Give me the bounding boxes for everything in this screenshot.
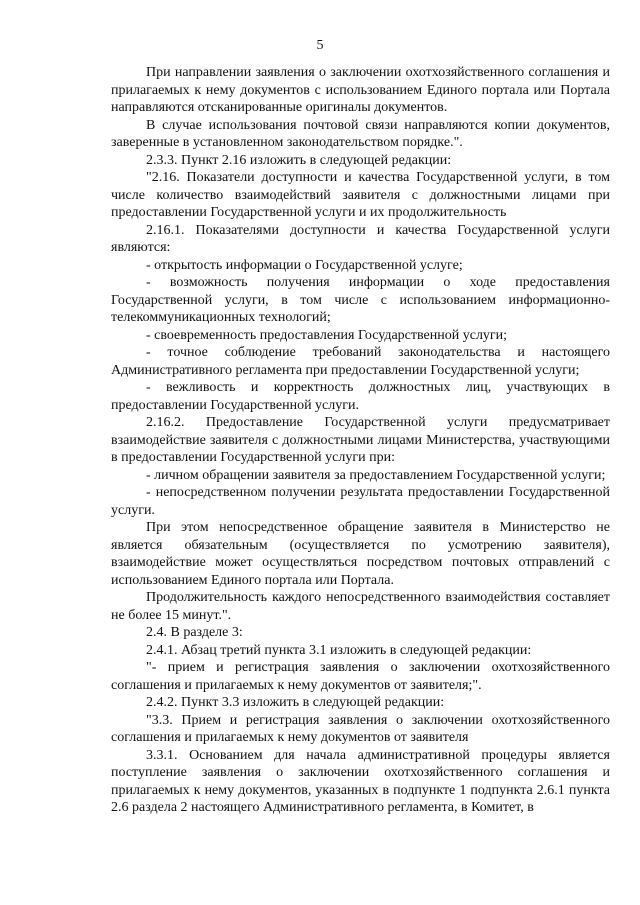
paragraph: 2.4. В разделе 3: bbox=[146, 625, 243, 640]
paragraph: Продолжительность каждого непосредственного взаимодействия составляет не более 15 минут.". bbox=[111, 590, 610, 623]
list-item: - возможность получения информации о ходе предоставления Государственной услуги, в том числе с использованием информационно-телекоммуникационных технологий; bbox=[111, 275, 610, 325]
list-item: - точное соблюдение требований законодательства и настоящего Административного регламента при предоставлении Государственной услуги; bbox=[111, 345, 610, 378]
list-item: - вежливость и корректность должностных лиц, участвующих в предоставлении Государственной услуги. bbox=[111, 380, 610, 413]
paragraph: "3.3. Прием и регистрация заявления о заключении охотхозяйственного соглашения и прилагаемых к нему документов от заявителя bbox=[111, 712, 610, 745]
list-item: - личном обращении заявителя за предоставлением Государственной услуги; bbox=[146, 467, 606, 483]
paragraph: 2.4.2. Пункт 3.3 изложить в следующей редакции: bbox=[146, 695, 445, 710]
list-item: - открытость информации о Государственной услуге; bbox=[146, 257, 463, 273]
list-item: - непосредственном получении результата предоставлении Государственной услуги. bbox=[111, 485, 610, 518]
paragraph: 3.3.1. Основанием для начала административной процедуры является поступление заявления о заключении охотхозяйственного соглашения и прилагаемых к нему документов, указанных в подпункте 1 подпункта 2.6.1 пункта 2.6 раздела 2 настоящего Административного регламента, в Комитет, в bbox=[111, 747, 610, 815]
paragraph: В случае использования почтовой связи направляются копии документов, заверенные в установленном законодательством порядке.". bbox=[111, 117, 610, 150]
list-item: - своевременность предоставления Государственной услуги; bbox=[146, 327, 508, 343]
paragraph: 2.3.3. Пункт 2.16 изложить в следующей редакции: bbox=[146, 152, 452, 168]
paragraph: 2.4.1. Абзац третий пункта 3.1 изложить в следующей редакции: bbox=[146, 642, 532, 658]
page-number: 5 bbox=[316, 38, 324, 53]
paragraph: 2.16.1. Показателями доступности и качества Государственной услуги являются: bbox=[111, 222, 610, 255]
paragraph: "- прием и регистрация заявления о заключении охотхозяйственного соглашения и прилагаемых к нему документов от заявителя;". bbox=[111, 660, 610, 693]
paragraph: При этом непосредственное обращение заявителя в Министерство не является обязательным (осуществляется по усмотрению заявителя), взаимодействие может осуществляться посредством почтовых отправлений с использованием Единого портала или Портала. bbox=[111, 520, 610, 588]
paragraph: 2.16.2. Предоставление Государственной услуги предусматривает взаимодействие заявителя с должностными лицами Министерства, участвующими в предоставлении Государственной услуги при: bbox=[111, 415, 610, 465]
paragraph: При направлении заявления о заключении охотхозяйственного соглашения и прилагаемых к нему документов с использованием Единого портала или Портала направляются отсканированные оригиналы документов. bbox=[111, 65, 610, 115]
document-body bbox=[111, 64, 610, 817]
paragraph: "2.16. Показатели доступности и качества Государственной услуги, в том числе количество взаимодействий заявителя с должностными лицами при предоставлении Государственной услуги и их продолжительность bbox=[111, 170, 610, 220]
